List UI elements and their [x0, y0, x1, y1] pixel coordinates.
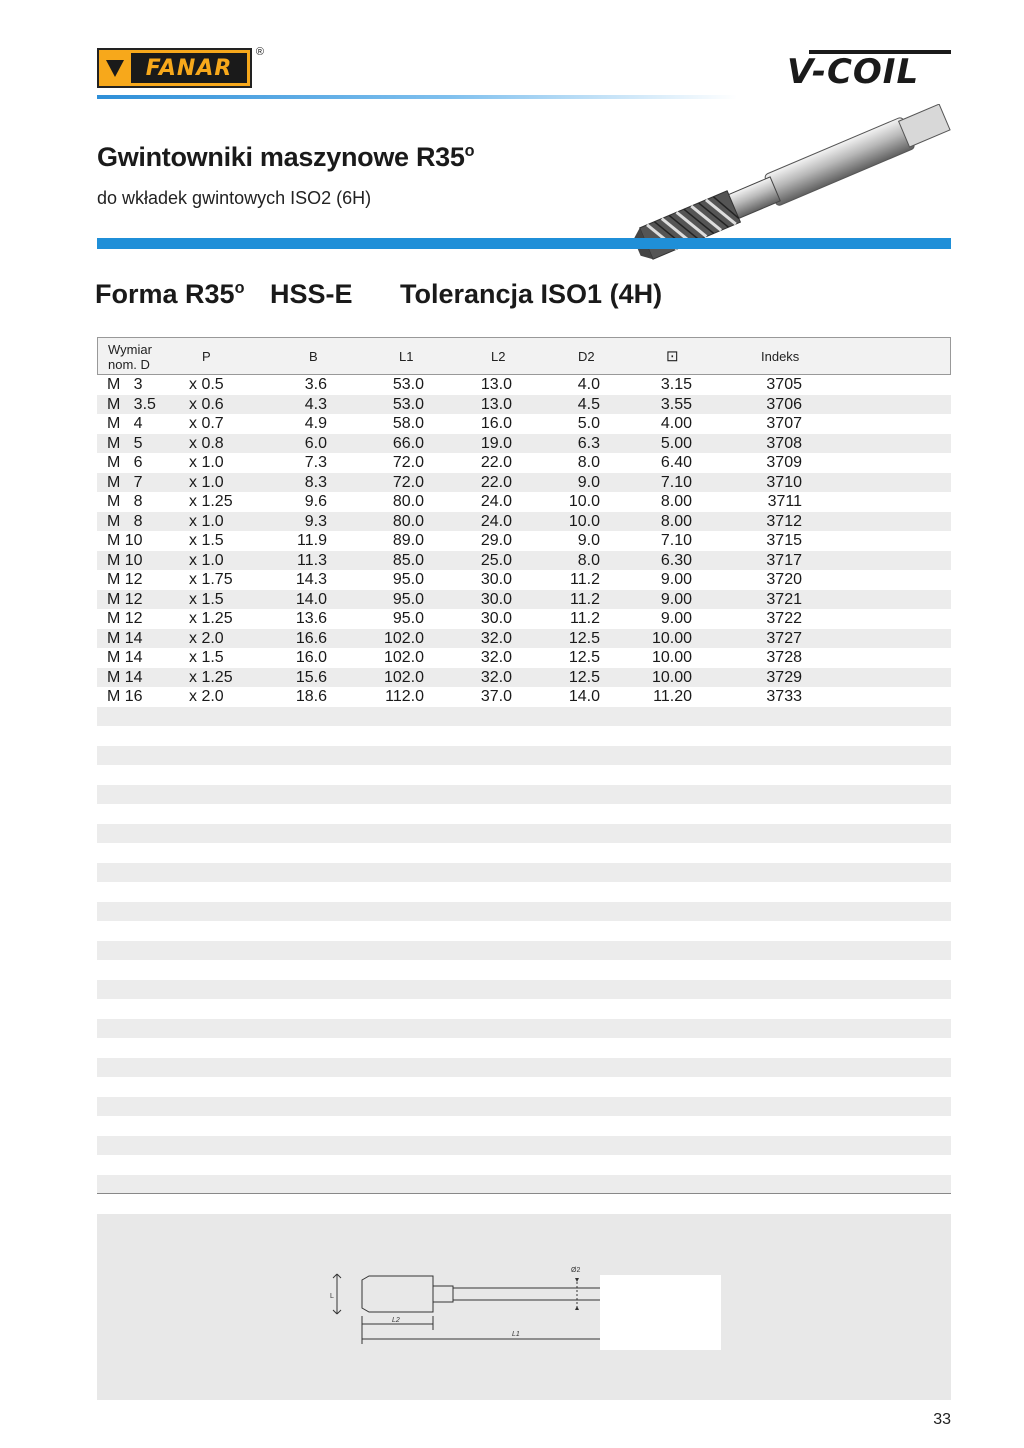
- cell-l2: 37.0: [480, 688, 512, 705]
- table-row: [97, 531, 951, 551]
- cell-d2: 10.0: [568, 493, 600, 510]
- cell-b: 11.3: [297, 551, 327, 569]
- cell-d2: 4.5: [577, 395, 600, 413]
- cell-b: 16.6: [295, 629, 327, 647]
- cell-l1: 95.0: [392, 571, 424, 588]
- cell-d2: 11.2: [570, 571, 600, 588]
- cell-l1: 102.0: [383, 668, 424, 686]
- cell-p: x 1.75: [189, 571, 233, 588]
- cell-l1: 89.0: [392, 532, 424, 549]
- cell-d: M 8: [107, 493, 143, 510]
- dimensions-table: [97, 337, 951, 1194]
- table-bottom-rule: [97, 1193, 951, 1194]
- table-row-empty: [97, 1175, 951, 1195]
- cell-p: x 1.0: [189, 473, 224, 491]
- vcoil-wordmark: V-COIL: [787, 52, 920, 92]
- table-row: [97, 473, 951, 493]
- cell-d2: 11.2: [570, 610, 600, 627]
- header-gradient-rule: [97, 95, 737, 99]
- table-header: [97, 337, 951, 375]
- drawing-label-left: L: [330, 1293, 334, 1300]
- cell-d: M 4: [107, 415, 143, 432]
- cell-l2: 30.0: [480, 590, 512, 608]
- cell-square: 6.30: [660, 551, 692, 569]
- cell-p: x 1.25: [189, 610, 233, 627]
- cell-square: 8.00: [660, 493, 692, 510]
- cell-square: 10.00: [651, 649, 692, 666]
- cell-b: 8.3: [304, 473, 327, 491]
- cell-l2: 22.0: [480, 454, 512, 471]
- cell-b: 14.0: [295, 590, 327, 608]
- cell-l1: 85.0: [392, 551, 424, 569]
- table-row: [97, 609, 951, 629]
- cell-d2: 14.0: [568, 688, 600, 705]
- cell-b: 4.3: [304, 395, 327, 413]
- header-nom-d: nom. D: [108, 357, 150, 372]
- cell-d: M 3: [107, 376, 143, 393]
- drawing-label-l2: L2: [392, 1317, 400, 1324]
- header-b: B: [309, 349, 318, 364]
- cell-square: 5.00: [660, 434, 692, 452]
- cell-l2: 30.0: [480, 571, 512, 588]
- cell-l1: 102.0: [383, 649, 424, 666]
- cell-d2: 6.3: [577, 434, 600, 452]
- table-row: [97, 492, 951, 512]
- table-row-empty: [97, 960, 951, 980]
- cell-l2: 25.0: [480, 551, 512, 569]
- cell-d: M 12: [107, 590, 143, 608]
- cell-index: 3733: [766, 688, 802, 705]
- spec-tolerance: Tolerancja ISO1 (4H): [400, 279, 663, 309]
- cell-p: x 2.0: [189, 629, 224, 647]
- drawing-label-l1: L1: [512, 1331, 520, 1338]
- cell-square: 8.00: [660, 512, 692, 530]
- cell-p: x 1.25: [189, 493, 233, 510]
- cell-index: 3722: [766, 610, 802, 627]
- cell-index: 3711: [767, 493, 802, 510]
- drawing-label-top: Ø2: [571, 1267, 581, 1274]
- cell-b: 3.6: [304, 376, 327, 393]
- cell-square: 6.40: [660, 454, 692, 471]
- cell-l2: 24.0: [480, 493, 512, 510]
- table-row-empty: [97, 843, 951, 863]
- cell-index: 3727: [766, 629, 802, 647]
- table-row: [97, 629, 951, 649]
- cell-l2: 32.0: [480, 629, 512, 647]
- table-row-empty: [97, 707, 951, 727]
- cell-l1: 80.0: [392, 493, 424, 510]
- cell-d: M 10: [107, 551, 143, 569]
- table-row-empty: [97, 921, 951, 941]
- cell-p: x 1.5: [189, 532, 224, 549]
- table-row: [97, 395, 951, 415]
- cell-d2: 10.0: [568, 512, 600, 530]
- table-row-empty: [97, 1038, 951, 1058]
- cell-l2: 22.0: [480, 473, 512, 491]
- cell-l1: 112.0: [385, 688, 424, 705]
- cell-index: 3717: [766, 551, 802, 569]
- table-row-empty: [97, 1019, 951, 1039]
- cell-d: M 12: [107, 571, 143, 588]
- cell-b: 7.3: [304, 454, 327, 471]
- square-size-icon: ⊡: [666, 348, 679, 365]
- cell-b: 6.0: [304, 434, 327, 452]
- fanar-wordmark: FANAR: [131, 53, 247, 83]
- cell-l1: 53.0: [392, 395, 424, 413]
- cell-p: x 0.6: [189, 395, 224, 413]
- fanar-v-icon: [99, 50, 131, 86]
- fanar-logo: [97, 46, 264, 88]
- cell-index: 3721: [766, 590, 802, 608]
- cell-d: M 14: [107, 649, 143, 666]
- cell-square: 9.00: [660, 610, 692, 627]
- table-row: [97, 453, 951, 473]
- table-row-empty: [97, 1077, 951, 1097]
- cell-square: 10.00: [651, 629, 692, 647]
- cell-d2: 12.5: [568, 629, 600, 647]
- cell-l2: 13.0: [480, 376, 512, 393]
- cell-l1: 102.0: [383, 629, 424, 647]
- cell-index: 3715: [766, 532, 802, 549]
- cell-index: 3709: [766, 454, 802, 471]
- cell-d: M 16: [107, 688, 143, 705]
- cell-d: M 3.5: [107, 395, 156, 413]
- table-row-empty: [97, 726, 951, 746]
- spiral-tap-image: [614, 104, 974, 260]
- cell-d2: 11.2: [570, 590, 600, 608]
- cell-index: 3707: [766, 415, 802, 432]
- cell-l1: 58.0: [392, 415, 424, 432]
- table-row: [97, 687, 951, 707]
- spec-material: HSS-E: [270, 279, 353, 309]
- cell-l2: 13.0: [480, 395, 512, 413]
- table-row-empty: [97, 765, 951, 785]
- cell-l2: 32.0: [480, 668, 512, 686]
- header-wymiar: Wymiar: [108, 342, 152, 357]
- cell-square: 7.10: [660, 532, 692, 549]
- cell-b: 14.3: [295, 571, 327, 588]
- spec-forma: Forma R35$^o$: [95, 279, 245, 309]
- cell-d2: 9.0: [577, 532, 600, 549]
- cell-index: 3705: [766, 376, 802, 393]
- cell-l1: 66.0: [392, 434, 424, 452]
- cell-d: M 7: [107, 473, 143, 491]
- cell-p: x 1.5: [189, 590, 224, 608]
- header-l2: L2: [491, 349, 506, 364]
- cell-p: x 2.0: [189, 688, 224, 705]
- cell-p: x 1.0: [189, 512, 224, 530]
- table-row-empty: [97, 1155, 951, 1175]
- table-row-empty: [97, 746, 951, 766]
- cell-d2: 4.0: [577, 376, 600, 393]
- cell-square: 9.00: [660, 571, 692, 588]
- cell-b: 4.9: [304, 415, 327, 432]
- table-row-empty: [97, 980, 951, 1000]
- cell-l2: 29.0: [480, 532, 512, 549]
- cell-d2: 5.0: [577, 415, 600, 432]
- cell-index: 3728: [766, 649, 802, 666]
- table-row-empty: [97, 1097, 951, 1117]
- blue-divider-band: [97, 238, 951, 249]
- cell-l1: 95.0: [392, 590, 424, 608]
- cell-l1: 72.0: [392, 473, 424, 491]
- table-row-empty: [97, 804, 951, 824]
- cell-p: x 0.8: [189, 434, 224, 452]
- cell-b: 13.6: [295, 610, 327, 627]
- cell-b: 15.6: [295, 668, 327, 686]
- cell-d2: 12.5: [568, 649, 600, 666]
- vcoil-logo: [787, 50, 952, 92]
- cell-index: 3729: [766, 668, 802, 686]
- page-subtitle: do wkładek gwintowych ISO2 (6H): [97, 188, 372, 208]
- cell-b: 18.6: [295, 688, 327, 705]
- cell-index: 3708: [766, 434, 802, 452]
- cell-p: x 1.5: [189, 649, 224, 666]
- cell-l1: 53.0: [392, 376, 424, 393]
- cell-l2: 30.0: [480, 610, 512, 627]
- table-row: [97, 648, 951, 668]
- table-row-empty: [97, 941, 951, 961]
- cell-p: x 0.5: [189, 376, 224, 393]
- cell-index: 3712: [766, 512, 802, 530]
- cell-d: M 8: [107, 512, 143, 530]
- cell-b: 9.6: [304, 493, 327, 510]
- cell-d: M 14: [107, 668, 143, 686]
- cell-p: x 0.7: [189, 415, 224, 432]
- table-row: [97, 668, 951, 688]
- table-row-empty: [97, 824, 951, 844]
- registered-mark: ®: [255, 46, 264, 58]
- cell-d2: 8.0: [577, 551, 600, 569]
- drawing-blank-box: [600, 1275, 721, 1350]
- table-row-empty: [97, 1058, 951, 1078]
- table-row: [97, 512, 951, 532]
- table-row-empty: [97, 902, 951, 922]
- cell-d2: 12.5: [568, 668, 600, 686]
- cell-d: M 14: [107, 629, 143, 647]
- cell-index: 3710: [766, 473, 802, 491]
- cell-b: 11.9: [297, 532, 327, 549]
- cell-square: 11.20: [653, 688, 692, 705]
- cell-square: 3.15: [660, 376, 692, 393]
- cell-l2: 19.0: [480, 434, 512, 452]
- cell-l2: 16.0: [480, 415, 512, 432]
- cell-index: 3720: [766, 571, 802, 588]
- cell-p: x 1.0: [189, 454, 224, 471]
- table-row: [97, 570, 951, 590]
- table-row-empty: [97, 863, 951, 883]
- page-title: Gwintowniki maszynowe R35$^o$: [97, 142, 475, 172]
- header-d2: D2: [578, 349, 595, 364]
- cell-d2: 8.0: [577, 454, 600, 471]
- header-p: P: [202, 349, 211, 364]
- cell-index: 3706: [766, 395, 802, 413]
- cell-d: M 12: [107, 610, 143, 627]
- cell-square: 9.00: [660, 590, 692, 608]
- cell-square: 3.55: [660, 395, 692, 413]
- cell-l2: 24.0: [480, 512, 512, 530]
- cell-b: 9.3: [304, 512, 327, 530]
- cell-p: x 1.25: [189, 668, 233, 686]
- table-row-empty: [97, 1116, 951, 1136]
- cell-square: 7.10: [660, 473, 692, 491]
- table-body: [97, 375, 951, 1194]
- header-indeks: Indeks: [761, 349, 800, 364]
- cell-d: M 10: [107, 532, 143, 549]
- cell-d2: 9.0: [577, 473, 600, 491]
- header-l1: L1: [399, 349, 414, 364]
- cell-l1: 72.0: [392, 454, 424, 471]
- cell-p: x 1.0: [189, 551, 224, 569]
- table-row-empty: [97, 999, 951, 1019]
- page-number: 33: [933, 1411, 951, 1428]
- cell-d: M 6: [107, 454, 143, 471]
- table-row: [97, 414, 951, 434]
- table-row: [97, 551, 951, 571]
- table-row-empty: [97, 882, 951, 902]
- cell-b: 16.0: [295, 649, 327, 666]
- table-row: [97, 434, 951, 454]
- technical-drawing-panel: [97, 1214, 951, 1400]
- table-row: [97, 590, 951, 610]
- cell-square: 10.00: [651, 668, 692, 686]
- table-row-empty: [97, 785, 951, 805]
- table-row: [97, 375, 951, 395]
- cell-d: M 5: [107, 434, 143, 452]
- cell-square: 4.00: [660, 415, 692, 432]
- table-row-empty: [97, 1136, 951, 1156]
- cell-l2: 32.0: [480, 649, 512, 666]
- cell-l1: 95.0: [392, 610, 424, 627]
- cell-l1: 80.0: [392, 512, 424, 530]
